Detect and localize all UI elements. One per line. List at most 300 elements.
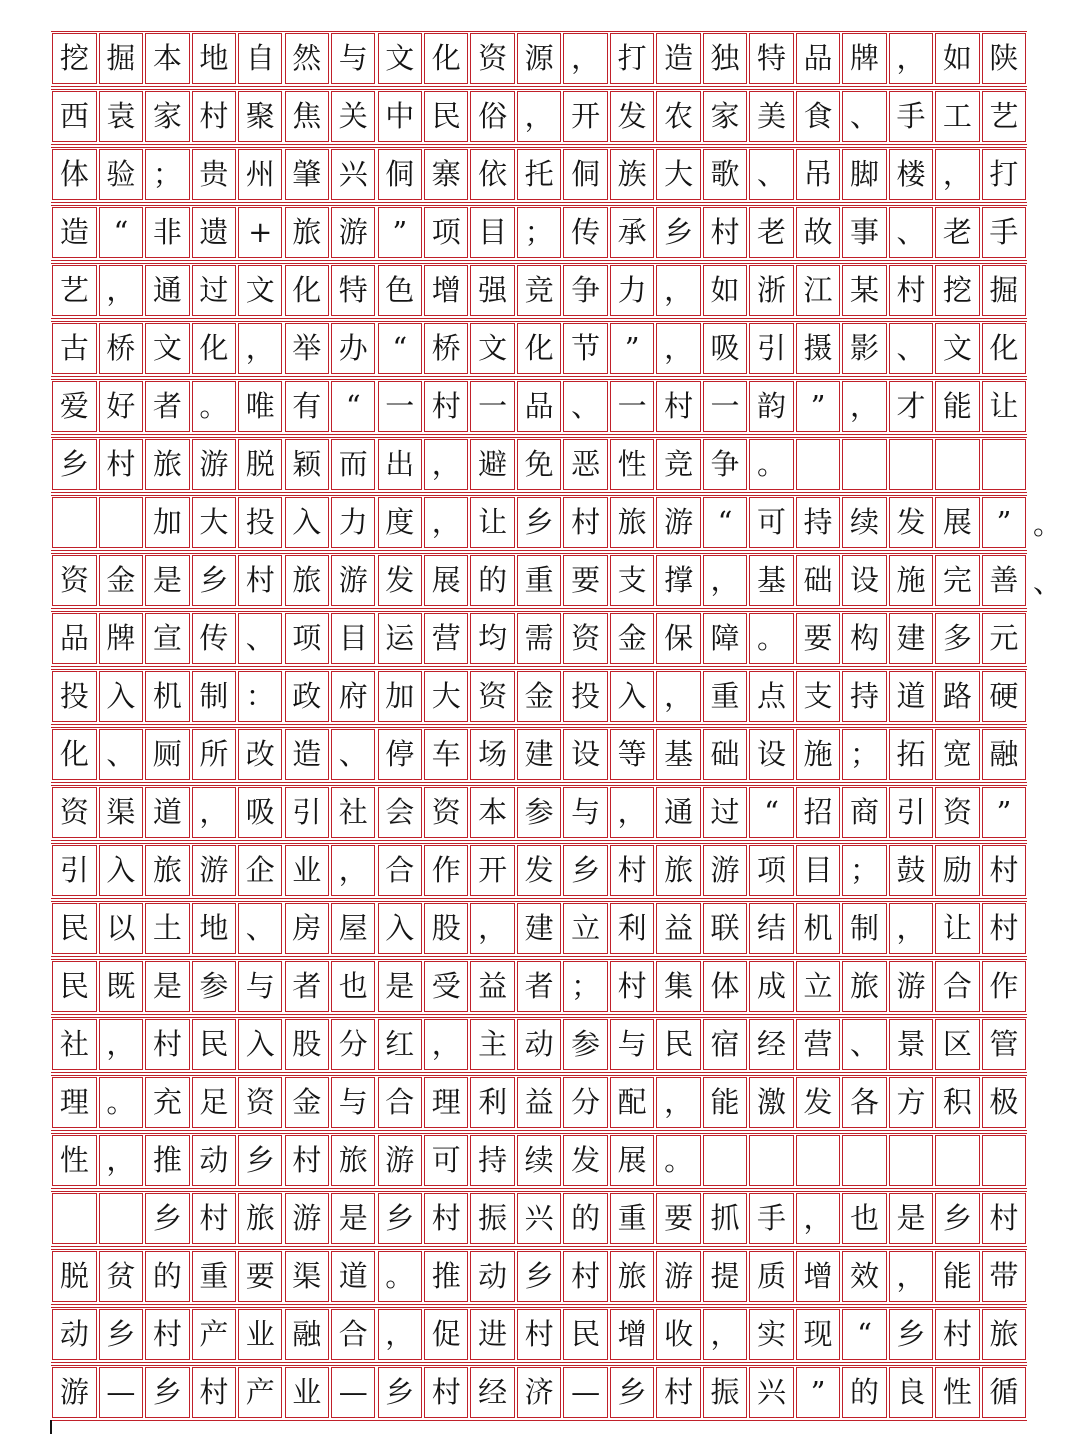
grid-cell: 重 <box>192 1251 236 1302</box>
grid-cell: 良 <box>889 1367 933 1418</box>
grid-cell: 牌 <box>99 613 143 664</box>
grid-cell: 宿 <box>703 1019 747 1070</box>
grid-cell: 参 <box>192 961 236 1012</box>
grid-cell: 旅 <box>145 439 189 490</box>
grid-cell: 村 <box>563 497 607 548</box>
grid-cell: 大 <box>192 497 236 548</box>
grid-row <box>51 726 1027 784</box>
grid-cell: 主 <box>470 1019 514 1070</box>
grid-cell: ” <box>796 1367 840 1418</box>
grid-cell: 兴 <box>517 1193 561 1244</box>
grid-cell: ， <box>842 381 886 432</box>
grid-cell: 焦 <box>285 91 329 142</box>
grid-cell: ： <box>238 671 282 722</box>
grid-cell: 股 <box>424 903 468 954</box>
grid-cell: 度 <box>378 497 422 548</box>
grid-cell: 立 <box>563 903 607 954</box>
grid-cell: 。 <box>656 1135 700 1186</box>
row-bottom-rule <box>51 1188 1027 1189</box>
grid-cell: 文 <box>470 323 514 374</box>
grid-cell: 土 <box>145 903 189 954</box>
grid-cell: 力 <box>331 497 375 548</box>
grid-cell: 资 <box>470 671 514 722</box>
grid-cell: 手 <box>749 1193 793 1244</box>
grid-cell: ， <box>192 787 236 838</box>
grid-cell: 积 <box>935 1077 979 1128</box>
grid-cell: 资 <box>52 787 96 838</box>
grid-cell: 资 <box>935 787 979 838</box>
grid-cell: ， <box>656 265 700 316</box>
grid-cell: 兴 <box>749 1367 793 1418</box>
grid-cell: ” <box>610 323 654 374</box>
grid-cell: 是 <box>889 1193 933 1244</box>
row-bottom-rule <box>51 550 1027 551</box>
grid-cell: 业 <box>238 1309 282 1360</box>
grid-cell: 等 <box>610 729 654 780</box>
grid-cell: 励 <box>935 845 979 896</box>
row-bottom-rule <box>51 1072 1027 1073</box>
grid-cell: 金 <box>285 1077 329 1128</box>
grid-cell: 品 <box>52 613 96 664</box>
grid-cell: 村 <box>424 1193 468 1244</box>
grid-cell: 村 <box>889 265 933 316</box>
grid-cell <box>842 439 886 490</box>
grid-cell: 极 <box>982 1077 1026 1128</box>
grid-cell: 投 <box>52 671 96 722</box>
grid-cell: “ <box>331 381 375 432</box>
grid-cell: 与 <box>238 961 282 1012</box>
grid-cell: 打 <box>982 149 1026 200</box>
grid-cell: 效 <box>842 1251 886 1302</box>
grid-cell: 道 <box>145 787 189 838</box>
grid-cell: 才 <box>889 381 933 432</box>
grid-cell: 通 <box>145 265 189 316</box>
grid-cell: 投 <box>238 497 282 548</box>
grid-cell: 能 <box>703 1077 747 1128</box>
grid-row <box>51 842 1027 900</box>
grid-cell: 品 <box>517 381 561 432</box>
grid-cell: 目 <box>331 613 375 664</box>
grid-cell: 村 <box>238 555 282 606</box>
grid-cell: 打 <box>610 33 654 84</box>
grid-cell: 掘 <box>982 265 1026 316</box>
grid-cell: 肇 <box>285 149 329 200</box>
grid-cell: 重 <box>610 1193 654 1244</box>
grid-cell: 大 <box>656 149 700 200</box>
grid-cell: 乡 <box>610 1367 654 1418</box>
grid-cell: 村 <box>517 1309 561 1360</box>
grid-row <box>51 1016 1027 1074</box>
grid-cell: 游 <box>656 1251 700 1302</box>
grid-cell: 竞 <box>656 439 700 490</box>
row-bottom-rule <box>51 318 1027 319</box>
grid-cell: 营 <box>424 613 468 664</box>
grid-cell: 乡 <box>145 1367 189 1418</box>
grid-cell: 、 <box>889 323 933 374</box>
grid-cell: 的 <box>145 1251 189 1302</box>
row-bottom-rule <box>51 1420 1027 1421</box>
grid-cell: 参 <box>517 787 561 838</box>
grid-cell: 也 <box>842 1193 886 1244</box>
grid-cell: 入 <box>610 671 654 722</box>
grid-cell: 持 <box>470 1135 514 1186</box>
grid-cell: 收 <box>656 1309 700 1360</box>
grid-cell: 造 <box>285 729 329 780</box>
grid-cell: 合 <box>935 961 979 1012</box>
grid-cell: 侗 <box>378 149 422 200</box>
grid-cell: 提 <box>703 1251 747 1302</box>
grid-cell: 游 <box>52 1367 96 1418</box>
grid-cell: 的 <box>563 1193 607 1244</box>
row-top-rule <box>51 321 1027 322</box>
grid-row <box>51 436 1027 494</box>
grid-cell: 商 <box>842 787 886 838</box>
grid-cell: 理 <box>52 1077 96 1128</box>
row-bottom-rule <box>51 492 1027 493</box>
grid-cell: 设 <box>749 729 793 780</box>
grid-cell: 让 <box>470 497 514 548</box>
grid-cell: 本 <box>470 787 514 838</box>
grid-cell: 文 <box>145 323 189 374</box>
grid-cell: 浙 <box>749 265 793 316</box>
grid-cell: 、 <box>842 1019 886 1070</box>
grid-cell: 村 <box>563 1251 607 1302</box>
grid-cell: 乡 <box>145 1193 189 1244</box>
margin-punctuation: 。 <box>1033 507 1063 541</box>
grid-cell: 旅 <box>238 1193 282 1244</box>
grid-cell: 游 <box>331 555 375 606</box>
grid-cell: 景 <box>889 1019 933 1070</box>
grid-cell: 兴 <box>331 149 375 200</box>
grid-cell: 业 <box>285 1367 329 1418</box>
grid-cell: 食 <box>796 91 840 142</box>
grid-cell: 过 <box>703 787 747 838</box>
grid-cell: 建 <box>517 903 561 954</box>
grid-cell: 渠 <box>285 1251 329 1302</box>
grid-cell: 各 <box>842 1077 886 1128</box>
grid-cell: ” <box>378 207 422 258</box>
row-bottom-rule <box>51 86 1027 87</box>
grid-cell: 村 <box>145 1309 189 1360</box>
grid-cell: 点 <box>749 671 793 722</box>
grid-cell: ， <box>935 149 979 200</box>
grid-cell: 展 <box>424 555 468 606</box>
grid-cell: 入 <box>99 845 143 896</box>
grid-row <box>51 88 1027 146</box>
grid-cell: 中 <box>378 91 422 142</box>
grid-cell: ， <box>796 1193 840 1244</box>
grid-cell: 善 <box>982 555 1026 606</box>
grid-cell: 建 <box>517 729 561 780</box>
grid-cell: 金 <box>517 671 561 722</box>
grid-cell: 能 <box>935 381 979 432</box>
grid-cell: 与 <box>563 787 607 838</box>
grid-cell: 老 <box>935 207 979 258</box>
grid-cell: 资 <box>424 787 468 838</box>
grid-cell: 础 <box>703 729 747 780</box>
grid-cell: 民 <box>192 1019 236 1070</box>
grid-cell: 恶 <box>563 439 607 490</box>
grid-cell: 发 <box>796 1077 840 1128</box>
grid-cell: 运 <box>378 613 422 664</box>
grid-cell: 爱 <box>52 381 96 432</box>
row-top-rule <box>51 553 1027 554</box>
grid-row <box>51 1306 1027 1364</box>
grid-cell: 展 <box>610 1135 654 1186</box>
grid-cell: 改 <box>238 729 282 780</box>
row-top-rule <box>51 843 1027 844</box>
grid-cell: 振 <box>470 1193 514 1244</box>
grid-cell: 旅 <box>331 1135 375 1186</box>
grid-cell: 渠 <box>99 787 143 838</box>
grid-cell: 家 <box>145 91 189 142</box>
grid-cell: ， <box>517 91 561 142</box>
grid-cell: 化 <box>52 729 96 780</box>
grid-cell: 出 <box>378 439 422 490</box>
grid-cell: 性 <box>52 1135 96 1186</box>
grid-cell: 与 <box>610 1019 654 1070</box>
grid-cell: 然 <box>285 33 329 84</box>
grid-cell: 旅 <box>285 207 329 258</box>
row-top-rule <box>51 1133 1027 1134</box>
grid-cell: 游 <box>192 845 236 896</box>
grid-cell: 掘 <box>99 33 143 84</box>
grid-cell: 特 <box>331 265 375 316</box>
grid-cell: 村 <box>285 1135 329 1186</box>
grid-cell: 游 <box>331 207 375 258</box>
grid-cell: 路 <box>935 671 979 722</box>
row-bottom-rule <box>51 376 1027 377</box>
grid-cell: 影 <box>842 323 886 374</box>
grid-cell: 动 <box>470 1251 514 1302</box>
row-bottom-rule <box>51 144 1027 145</box>
grid-cell: 资 <box>52 555 96 606</box>
grid-cell: 立 <box>796 961 840 1012</box>
grid-cell: 免 <box>517 439 561 490</box>
grid-cell: 硬 <box>982 671 1026 722</box>
grid-cell: 经 <box>470 1367 514 1418</box>
grid-cell: 的 <box>842 1367 886 1418</box>
grid-cell: 好 <box>99 381 143 432</box>
grid-cell: ， <box>703 555 747 606</box>
row-top-rule <box>51 1365 1027 1366</box>
grid-cell: 引 <box>889 787 933 838</box>
grid-cell: 、 <box>749 149 793 200</box>
grid-cell: 成 <box>749 961 793 1012</box>
grid-cell <box>796 439 840 490</box>
grid-cell <box>796 1135 840 1186</box>
grid-cell <box>99 1193 143 1244</box>
grid-cell: 如 <box>935 33 979 84</box>
grid-cell: 充 <box>145 1077 189 1128</box>
grid-cell: 乡 <box>52 439 96 490</box>
grid-cell: ； <box>842 845 886 896</box>
grid-cell: ” <box>982 787 1026 838</box>
grid-cell: 游 <box>656 497 700 548</box>
grid-cell: ， <box>424 1019 468 1070</box>
grid-cell: 寨 <box>424 149 468 200</box>
grid-cell: ， <box>610 787 654 838</box>
grid-cell: 入 <box>238 1019 282 1070</box>
grid-cell: 益 <box>656 903 700 954</box>
row-top-rule <box>51 727 1027 728</box>
grid-cell: 某 <box>842 265 886 316</box>
row-bottom-rule <box>51 782 1027 783</box>
grid-cell: 乡 <box>889 1309 933 1360</box>
grid-cell: 施 <box>889 555 933 606</box>
grid-cell: 举 <box>285 323 329 374</box>
grid-cell: 吸 <box>238 787 282 838</box>
grid-cell: 理 <box>424 1077 468 1128</box>
grid-cell: 是 <box>331 1193 375 1244</box>
grid-cell: 办 <box>331 323 375 374</box>
grid-cell: 元 <box>982 613 1026 664</box>
grid-cell: 项 <box>285 613 329 664</box>
grid-cell: 引 <box>52 845 96 896</box>
grid-cell: 一 <box>610 381 654 432</box>
grid-cell: 合 <box>331 1309 375 1360</box>
grid-cell: 开 <box>470 845 514 896</box>
grid-cell: 入 <box>99 671 143 722</box>
grid-cell: 村 <box>424 1367 468 1418</box>
grid-cell: 增 <box>424 265 468 316</box>
grid-cell: 持 <box>842 671 886 722</box>
grid-cell: 文 <box>378 33 422 84</box>
grid-cell: 要 <box>656 1193 700 1244</box>
grid-cell: 。 <box>749 613 793 664</box>
grid-row <box>51 30 1027 88</box>
grid-cell: 非 <box>145 207 189 258</box>
grid-cell: 项 <box>749 845 793 896</box>
grid-cell: 地 <box>192 903 236 954</box>
row-top-rule <box>51 1191 1027 1192</box>
grid-cell: 加 <box>145 497 189 548</box>
grid-cell: 桥 <box>424 323 468 374</box>
row-bottom-rule <box>51 666 1027 667</box>
grid-cell: 基 <box>656 729 700 780</box>
grid-cell: 艺 <box>52 265 96 316</box>
grid-cell: 宣 <box>145 613 189 664</box>
grid-cell: 道 <box>889 671 933 722</box>
grid-cell: 营 <box>796 1019 840 1070</box>
grid-cell: 政 <box>285 671 329 722</box>
grid-cell: 贵 <box>192 149 236 200</box>
grid-cell: 建 <box>889 613 933 664</box>
grid-cell: 体 <box>52 149 96 200</box>
grid-cell: 艺 <box>982 91 1026 142</box>
grid-cell: 游 <box>192 439 236 490</box>
grid-cell: 州 <box>238 149 282 200</box>
grid-cell: 美 <box>749 91 793 142</box>
row-top-rule <box>51 495 1027 496</box>
grid-cell: ， <box>889 33 933 84</box>
grid-cell: “ <box>749 787 793 838</box>
grid-cell: 竞 <box>517 265 561 316</box>
grid-cell: 源 <box>517 33 561 84</box>
row-bottom-rule <box>51 260 1027 261</box>
grid-cell: 、 <box>238 613 282 664</box>
grid-cell: 入 <box>378 903 422 954</box>
grid-cell: 化 <box>424 33 468 84</box>
grid-cell: 保 <box>656 613 700 664</box>
grid-cell: 如 <box>703 265 747 316</box>
grid-cell: 村 <box>935 1309 979 1360</box>
grid-cell: 手 <box>889 91 933 142</box>
grid-row <box>51 552 1063 610</box>
grid-cell: 、 <box>563 381 607 432</box>
row-bottom-rule <box>51 1130 1027 1131</box>
grid-cell: 足 <box>192 1077 236 1128</box>
grid-cell: 发 <box>378 555 422 606</box>
grid-cell: 机 <box>796 903 840 954</box>
grid-cell: 金 <box>99 555 143 606</box>
grid-cell: 独 <box>703 33 747 84</box>
row-top-rule <box>51 785 1027 786</box>
grid-cell: 旅 <box>656 845 700 896</box>
grid-cell: 强 <box>470 265 514 316</box>
grid-cell: 民 <box>656 1019 700 1070</box>
grid-cell: 鼓 <box>889 845 933 896</box>
grid-cell: 益 <box>517 1077 561 1128</box>
row-top-rule <box>51 205 1027 206</box>
grid-cell: 俗 <box>470 91 514 142</box>
row-top-rule <box>51 1017 1027 1018</box>
grid-cell: 实 <box>749 1309 793 1360</box>
grid-cell: 西 <box>52 91 96 142</box>
grid-cell: 利 <box>470 1077 514 1128</box>
grid-cell: 地 <box>192 33 236 84</box>
grid-cell: 会 <box>378 787 422 838</box>
grid-row <box>51 1132 1027 1190</box>
grid-cell: 村 <box>703 207 747 258</box>
grid-cell: 增 <box>610 1309 654 1360</box>
grid-cell: ； <box>842 729 886 780</box>
row-top-rule <box>51 1249 1027 1250</box>
grid-cell: 目 <box>470 207 514 258</box>
row-top-rule <box>51 89 1027 90</box>
grid-cell: 要 <box>563 555 607 606</box>
grid-cell: 红 <box>378 1019 422 1070</box>
grid-cell: 利 <box>610 903 654 954</box>
grid-cell: 参 <box>563 1019 607 1070</box>
text-cursor <box>50 1420 52 1434</box>
grid-cell: 通 <box>656 787 700 838</box>
grid-cell: ， <box>470 903 514 954</box>
grid-cell: 益 <box>470 961 514 1012</box>
grid-cell: 发 <box>517 845 561 896</box>
grid-cell: 经 <box>749 1019 793 1070</box>
grid-cell: 乡 <box>517 1251 561 1302</box>
grid-cell: 村 <box>192 91 236 142</box>
grid-cell: 脱 <box>52 1251 96 1302</box>
grid-cell: 加 <box>378 671 422 722</box>
row-bottom-rule <box>51 840 1027 841</box>
grid-cell: 要 <box>238 1251 282 1302</box>
grid-cell: 乡 <box>99 1309 143 1360</box>
grid-cell: 旅 <box>610 497 654 548</box>
grid-cell: 家 <box>703 91 747 142</box>
grid-cell: 质 <box>749 1251 793 1302</box>
grid-cell: — <box>331 1367 375 1418</box>
grid-cell: 资 <box>238 1077 282 1128</box>
grid-cell: 村 <box>610 845 654 896</box>
grid-cell: 持 <box>796 497 840 548</box>
grid-cell: 故 <box>796 207 840 258</box>
grid-cell: 发 <box>889 497 933 548</box>
grid-cell: 验 <box>99 149 143 200</box>
grid-cell: 色 <box>378 265 422 316</box>
grid-cell: 能 <box>935 1251 979 1302</box>
